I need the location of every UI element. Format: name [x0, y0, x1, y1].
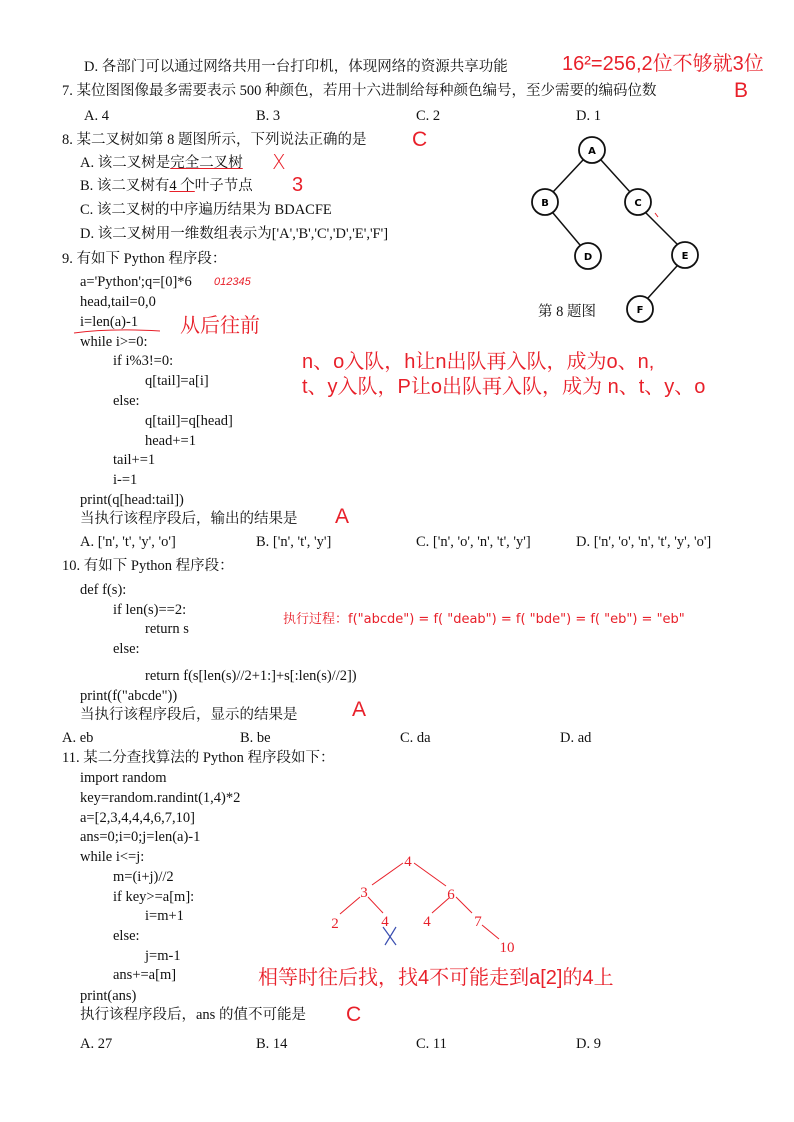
q9-option-a: A. ['n', 't', 'y', 'o']	[80, 534, 176, 550]
q8-option-d: D. 该二叉树用一维数组表示为['A','B','C','D','E','F']	[80, 226, 389, 242]
code-line: while i<=j:	[80, 849, 145, 865]
q9-index-note: 012345	[214, 276, 251, 288]
code-line: if key>=a[m]:	[113, 889, 195, 905]
search-tree-node: 10	[499, 940, 515, 956]
q8-option-c: C. 该二叉树的中序遍历结果为 BDACFE	[80, 202, 332, 218]
code-line: q[tail]=a[i]	[145, 373, 209, 389]
code-line: else:	[113, 393, 140, 409]
code-line: i=m+1	[145, 908, 184, 924]
tree-node-label: D	[583, 252, 593, 263]
q10-option-a: A. eb	[62, 730, 94, 746]
q9-answer: A	[335, 505, 350, 528]
q7-stem: 7. 某位图图像最多需要表示 500 种颜色，若用十六进制给每种颜色编号，至少需要的编码位数	[62, 83, 657, 99]
q7-option-c: C. 2	[416, 108, 441, 124]
q6-option-d: D. 各部门可以通过网络共用一台打印机，体现网络的资源共享功能	[84, 59, 508, 75]
code-line: else:	[113, 641, 140, 657]
q6-annotation: 16²=256,2位不够就3位	[562, 53, 764, 75]
q10-annotation: 执行过程：f("abcde") = f( "deab") = f( "bde") = f( "eb") = "eb"	[283, 612, 685, 627]
search-tree-node: 4	[423, 914, 431, 930]
q9-question: 当执行该程序段后，输出的结果是	[80, 511, 298, 527]
q10-stem: 10. 有如下 Python 程序段：	[62, 558, 234, 574]
q10-option-d: D. ad	[560, 730, 592, 746]
q8-option-b-mark: 3	[292, 174, 304, 196]
code-line: print(q[head:tail])	[80, 492, 184, 508]
q7-option-a: A. 4	[84, 108, 109, 124]
q10-answer: A	[352, 698, 367, 721]
q11-option-a: A. 27	[80, 1036, 113, 1052]
code-line: i=len(a)-1	[80, 314, 139, 330]
code-line: m=(i+j)//2	[113, 869, 174, 885]
search-tree-node: 7	[474, 914, 482, 930]
q10-option-b: B. be	[240, 730, 271, 746]
q11-annotation: 相等时往后找，找4不可能走到a[2]的4上	[258, 967, 614, 989]
q11-answer: C	[346, 1003, 362, 1026]
q9-note-line2: t、y入队，P让o出队再入队，成为 n、t、y、o	[302, 376, 706, 398]
q8-figure-caption: 第 8 题图	[538, 304, 596, 320]
q8-option-a-mark: X	[272, 150, 286, 174]
code-line: head,tail=0,0	[80, 294, 156, 310]
q9-note-line1: n、o入队，h让n出队再入队，成为o、n,	[302, 351, 655, 373]
q7-option-b: B. 3	[256, 108, 281, 124]
q9-option-c: C. ['n', 'o', 'n', 't', 'y']	[416, 534, 531, 550]
q7-answer: B	[734, 79, 749, 102]
tree-node-label: C	[634, 198, 642, 209]
q8-option-a: A. 该二叉树是完全二叉树	[80, 155, 243, 171]
q11-option-c: C. 11	[416, 1036, 447, 1052]
code-line: head+=1	[145, 433, 196, 449]
q9-option-d: D. ['n', 'o', 'n', 't', 'y', 'o']	[576, 534, 712, 550]
code-line: print(ans)	[80, 988, 137, 1004]
tree-node-label: A	[588, 146, 596, 157]
tree-node-label: B	[541, 198, 549, 209]
tree-node-label: E	[681, 251, 689, 262]
q8-option-b: B. 该二叉树有4 个叶子节点	[80, 178, 253, 194]
q9-stem: 9. 有如下 Python 程序段：	[62, 251, 227, 267]
code-line: ans=0;i=0;j=len(a)-1	[80, 829, 201, 845]
code-line: if i%3!=0:	[113, 353, 174, 369]
code-line: key=random.randint(1,4)*2	[80, 790, 241, 806]
code-line: return s	[145, 621, 189, 637]
code-line: q[tail]=q[head]	[145, 413, 233, 429]
code-line: else:	[113, 928, 140, 944]
search-tree-node: 2	[331, 916, 339, 932]
search-tree-node: 3	[360, 885, 368, 901]
cross-mark	[383, 927, 396, 945]
code-line: a='Python';q=[0]*6	[80, 274, 192, 290]
search-tree-node: 4	[381, 914, 389, 930]
tree-node-label: F	[636, 305, 644, 316]
code-line: def f(s):	[80, 582, 127, 598]
code-line: return f(s[len(s)//2+1:]+s[:len(s)//2])	[145, 668, 357, 684]
q9-option-b: B. ['n', 't', 'y']	[256, 534, 332, 550]
code-line: j=m-1	[145, 948, 181, 964]
code-line: if len(s)==2:	[113, 602, 187, 618]
q11-question: 执行该程序段后，ans 的值不可能是	[80, 1007, 306, 1023]
code-line: a=[2,3,4,4,4,6,7,10]	[80, 810, 195, 826]
q8-stem: 8. 某二叉树如第 8 题图所示，下列说法正确的是	[62, 132, 367, 148]
code-line: print(f("abcde"))	[80, 688, 178, 704]
q8-answer: C	[412, 128, 428, 151]
q9-note-direction: 从后往前	[180, 315, 260, 337]
code-line: ans+=a[m]	[113, 967, 177, 983]
code-line: import random	[80, 770, 167, 786]
code-line: tail+=1	[113, 452, 156, 468]
q7-option-d: D. 1	[576, 108, 601, 124]
search-tree-node: 4	[404, 854, 412, 870]
q11-stem: 11. 某二分查找算法的 Python 程序段如下：	[62, 750, 335, 766]
q10-question: 当执行该程序段后，显示的结果是	[80, 707, 298, 723]
search-tree-node: 6	[447, 887, 455, 903]
q10-option-c: C. da	[400, 730, 431, 746]
code-line: i-=1	[113, 472, 138, 488]
q11-option-b: B. 14	[256, 1036, 288, 1052]
q11-option-d: D. 9	[576, 1036, 601, 1052]
code-line: while i>=0:	[80, 334, 148, 350]
